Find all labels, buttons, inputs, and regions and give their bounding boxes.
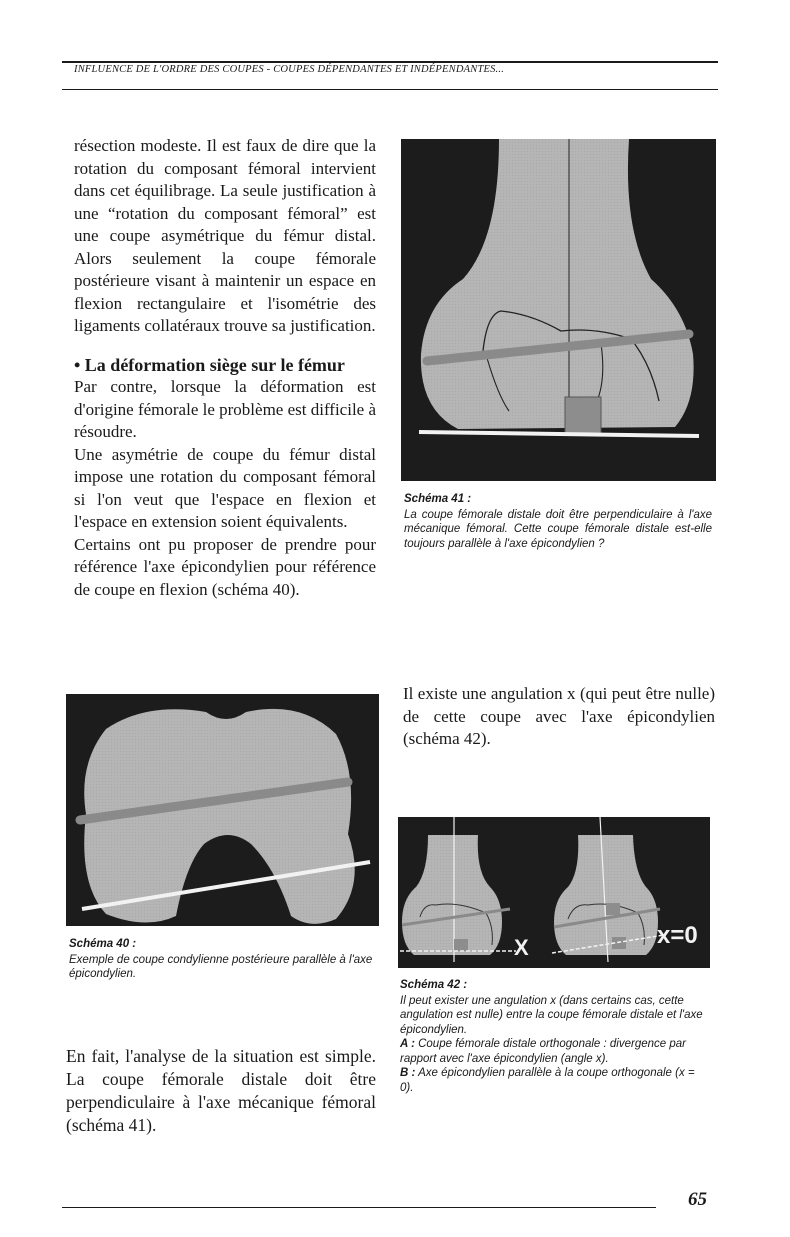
schema-40-text: Exemple de coupe condylienne postérieure parallèle à l'axe épicondylien. — [69, 953, 373, 980]
page-number: 65 — [688, 1189, 707, 1210]
running-title: INFLUENCE DE L'ORDRE DES COUPES - COUPES DÉPENDANTES ET INDÉPENDANTES... — [74, 64, 505, 75]
schema-42-item-a — [400, 1037, 710, 1066]
label-x: X — [514, 935, 529, 960]
item-b-letter: B : — [400, 1067, 416, 1079]
schema-42-text: Il peut exister une angulation x (dans certains cas, cette angulation est nulle) entre la coupe fémorale distale et l'axe épicondylien. — [400, 994, 703, 1036]
block-b-upper — [606, 903, 620, 915]
schema-40-drawing — [66, 694, 379, 926]
schema-41-title: Schéma 41 : — [404, 493, 472, 505]
right-column-text — [403, 683, 715, 751]
item-b-text: Axe épicondylien parallèle à la coupe orthogonale (x = 0). — [400, 1067, 695, 1094]
paragraph-reseetion: résection modeste. Il est faux de dire que la rotation du composant fémoral intervient dans cet équilibrage. La seule justification à une “rotation du composant fémoral” est une coupe asymétrique du fémur distal. Alors seulement la coupe fémorale postérieure visant à maintenir un espace en flexion rectangulaire et l'isométrie des ligaments collatéraux trouve sa justification. — [74, 136, 376, 335]
footer-rule — [62, 1207, 656, 1208]
panel-a — [400, 817, 516, 962]
schema-42-drawing — [398, 817, 710, 968]
paragraph-deformation: Par contre, lorsque la déformation est d'origine fémorale le problème est difficile à résoudre. — [74, 377, 377, 441]
left-column-bottom — [66, 1045, 376, 1137]
schema-40-title: Schéma 40 : — [69, 938, 137, 950]
paragraph-angulation: Il existe une angulation x (qui peut être nulle) de cette coupe avec l'axe épicondylien (schéma 42). — [403, 684, 715, 748]
schema-42-item-b — [400, 1066, 710, 1095]
schema-40-figure — [66, 694, 379, 926]
schema-41-drawing — [401, 139, 716, 481]
reference-block — [565, 397, 601, 433]
label-x0: x=0 — [657, 922, 698, 949]
header-rule — [62, 61, 718, 63]
femur-a — [402, 835, 502, 955]
paragraph-reference: Certains ont pu proposer de prendre pour référence l'axe épicondylien pour référence de coupe en flexion (schéma 40). — [74, 534, 376, 599]
schema-42-caption — [400, 978, 710, 1095]
femur-shape — [421, 139, 694, 429]
schema-41-figure — [401, 139, 716, 481]
schema-40-caption — [69, 937, 377, 982]
distal-cut-line — [419, 432, 699, 436]
femur-b — [554, 835, 658, 955]
header-underline — [62, 89, 718, 90]
item-a-letter: A : — [400, 1038, 415, 1050]
schema-41-text: La coupe fémorale distale doit être perpendiculaire à l'axe mécanique fémoral. Cette coupe fémorale distale est-elle toujours parallèle à l'axe épicondylien ? — [404, 508, 712, 550]
left-column-top — [74, 135, 376, 601]
item-a-text: Coupe fémorale distale orthogonale : divergence par rapport avec l'axe épicondylien (angle x). — [400, 1038, 686, 1065]
block-a — [454, 939, 468, 951]
paragraph-asymmetry: Une asymétrie de coupe du fémur distal impose une rotation du composant fémoral si l'on veut que l'espace en flexion et l'espace en extension soient équivalents. — [74, 444, 376, 531]
schema-42-figure — [398, 817, 710, 968]
paragraph-analysis: En fait, l'analyse de la situation est simple. La coupe fémorale distale doit être perpendiculaire à l'axe mécanique fémoral (schéma 41). — [66, 1046, 376, 1135]
schema-42-title: Schéma 42 : — [400, 979, 468, 991]
panel-b — [552, 817, 664, 962]
section-title: • La déformation siège sur le fémur — [74, 354, 345, 375]
schema-41-caption — [404, 492, 712, 551]
